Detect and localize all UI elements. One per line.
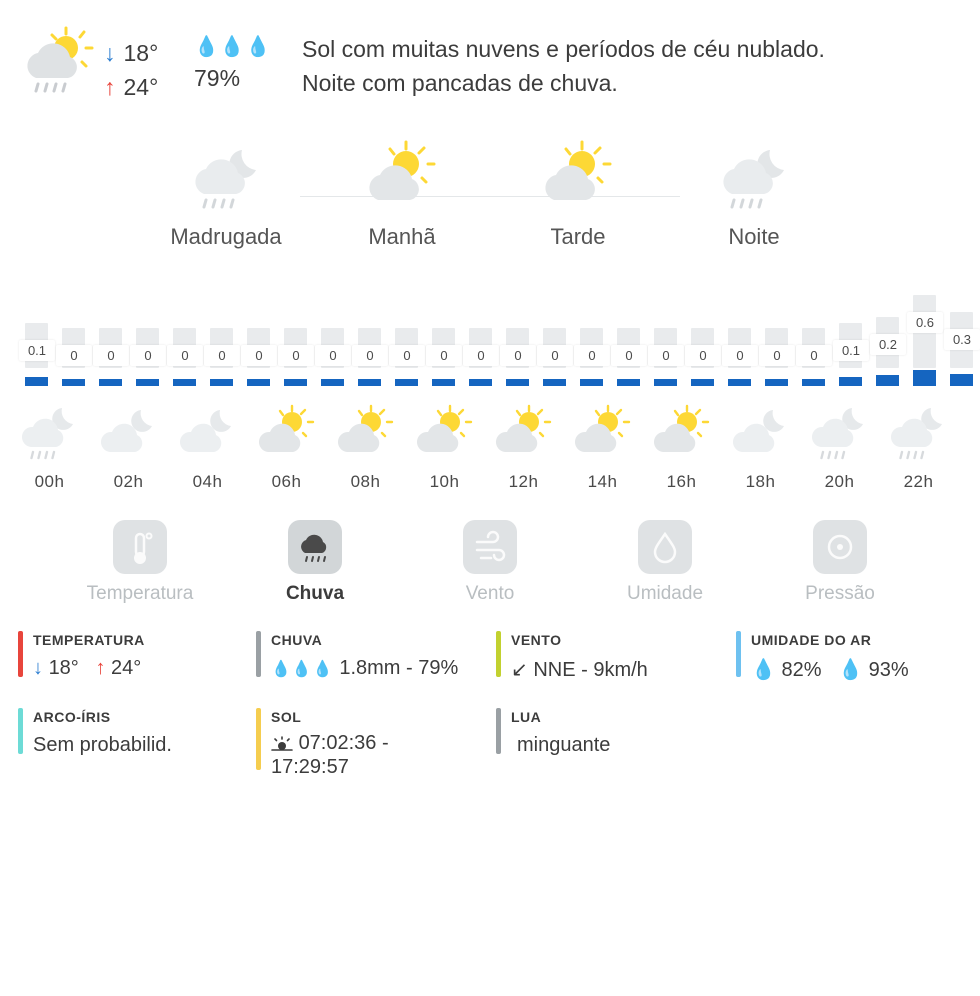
rain-probability-value: 79% bbox=[194, 65, 241, 91]
period-tarde[interactable] bbox=[490, 138, 666, 250]
rain-chart-bar[interactable] bbox=[869, 286, 906, 386]
detail-title: ARCO-ÍRIS bbox=[33, 709, 111, 725]
sun-cloud-icon bbox=[490, 138, 666, 218]
rain-bar-fill bbox=[358, 379, 381, 386]
period-madrugada[interactable] bbox=[138, 138, 314, 250]
rain-bar-label: 0 bbox=[463, 345, 499, 366]
hourly-time-label: 08h bbox=[350, 472, 381, 491]
rain-chart-bar[interactable] bbox=[92, 286, 129, 386]
rain-drops-icon: 💧💧💧 bbox=[194, 36, 272, 58]
moon-cloud-rain-icon bbox=[879, 402, 958, 470]
rain-bar-fill bbox=[543, 379, 566, 386]
rain-bar-label: 0.1 bbox=[833, 340, 869, 361]
rain-bar-fill bbox=[395, 379, 418, 386]
wind-direction-arrow-icon: ↙ bbox=[511, 659, 528, 681]
pressure-gauge-icon bbox=[813, 520, 867, 574]
rain-bar-label: 0.3 bbox=[944, 329, 980, 350]
tab-label: Chuva bbox=[285, 583, 345, 604]
moon-cloud-rain-icon bbox=[666, 138, 842, 218]
summary-rain-probability bbox=[194, 38, 302, 92]
summary-temperatures bbox=[104, 36, 194, 104]
detail-umidade bbox=[736, 631, 976, 682]
hourly-item[interactable] bbox=[484, 402, 563, 492]
min-temp-arrow: ↓ bbox=[104, 40, 116, 66]
detail-row-1 bbox=[18, 631, 980, 682]
rain-bar-label: 0 bbox=[796, 345, 832, 366]
rain-chart-bar[interactable] bbox=[425, 286, 462, 386]
detail-accent-bar bbox=[18, 708, 23, 754]
rain-chart-bar[interactable] bbox=[462, 286, 499, 386]
detail-temperatura bbox=[18, 631, 256, 682]
humidity-max-drop-icon: 💧 bbox=[838, 659, 864, 681]
moon-cloud-rain-icon bbox=[10, 402, 89, 470]
period-label: Madrugada bbox=[170, 224, 282, 249]
rain-chart-bar[interactable] bbox=[721, 286, 758, 386]
sun-cloud-icon bbox=[563, 402, 642, 470]
rain-bar-label: 0 bbox=[611, 345, 647, 366]
sunrise-sunset-icon bbox=[271, 732, 299, 754]
metric-tabs bbox=[0, 520, 980, 605]
detail-accent-bar bbox=[18, 631, 23, 677]
rain-drops-icon: 💧💧💧 bbox=[271, 661, 334, 678]
rain-chart-bar[interactable] bbox=[129, 286, 166, 386]
rain-bar-label: 0 bbox=[500, 345, 536, 366]
detail-title: LUA bbox=[511, 709, 542, 725]
hourly-item[interactable] bbox=[879, 402, 958, 492]
rain-chart-bar[interactable] bbox=[795, 286, 832, 386]
hourly-time-label: 20h bbox=[824, 472, 855, 491]
rain-bar-label: 0 bbox=[648, 345, 684, 366]
max-temp-arrow: ↑ bbox=[104, 74, 116, 100]
rain-chart-bar[interactable] bbox=[832, 286, 869, 386]
detail-min-arrow: ↓ bbox=[33, 657, 43, 679]
detail-max-value: 24° bbox=[111, 657, 142, 679]
moon-cloud-icon bbox=[721, 402, 800, 470]
tab-label: Umidade bbox=[626, 583, 704, 604]
rain-bar-fill bbox=[62, 379, 85, 386]
detail-rain-value: 1.8mm - 79% bbox=[339, 657, 459, 679]
tab-vento[interactable] bbox=[403, 520, 578, 605]
detail-value: Sem probabilid. bbox=[33, 734, 172, 756]
moon-cloud-rain-icon bbox=[800, 402, 879, 470]
hourly-time-label: 22h bbox=[903, 472, 934, 491]
rain-bar-label: 0.1 bbox=[19, 340, 55, 361]
rain-bar-label: 0 bbox=[93, 345, 129, 366]
tab-label: Vento bbox=[465, 583, 515, 604]
rain-bar-label: 0 bbox=[685, 345, 721, 366]
rain-chart-bar[interactable] bbox=[203, 286, 240, 386]
rain-chart-row bbox=[18, 286, 980, 386]
rain-chart-bar[interactable] bbox=[55, 286, 92, 386]
rain-bar-fill bbox=[950, 374, 973, 386]
moon-cloud-icon bbox=[168, 402, 247, 470]
rain-bar-fill bbox=[210, 379, 233, 386]
rain-bar-label: 0 bbox=[722, 345, 758, 366]
detail-sol bbox=[256, 708, 496, 779]
period-noite[interactable] bbox=[666, 138, 842, 250]
hourly-time-label: 10h bbox=[429, 472, 460, 491]
humidity-min-drop-icon: 💧 bbox=[751, 659, 776, 681]
hourly-item[interactable] bbox=[326, 402, 405, 492]
period-label: Tarde bbox=[550, 224, 606, 249]
rain-bar-label: 0 bbox=[759, 345, 795, 366]
period-label: Noite bbox=[728, 224, 780, 249]
hourly-time-label: 18h bbox=[745, 472, 776, 491]
hourly-time-label: 12h bbox=[508, 472, 539, 491]
detail-title: TEMPERATURA bbox=[33, 632, 145, 648]
rain-chart-bar[interactable] bbox=[277, 286, 314, 386]
thermometer-icon bbox=[113, 520, 167, 574]
rain-chart-bar[interactable] bbox=[610, 286, 647, 386]
detail-max-arrow: ↑ bbox=[95, 657, 106, 679]
hourly-item[interactable] bbox=[405, 402, 484, 492]
daily-summary bbox=[0, 0, 980, 104]
detail-value bbox=[751, 657, 909, 682]
sun-cloud-icon bbox=[405, 402, 484, 470]
summary-description-line-2: Noite com pancadas de chuva. bbox=[302, 70, 618, 96]
rain-bar-label: 0 bbox=[167, 345, 203, 366]
detail-arco-iris bbox=[18, 708, 256, 779]
detail-title: VENTO bbox=[511, 632, 562, 648]
hourly-item[interactable] bbox=[168, 402, 247, 492]
rain-bar-fill bbox=[432, 379, 455, 386]
detail-title: SOL bbox=[271, 709, 302, 725]
rain-bar-fill bbox=[247, 379, 270, 386]
detail-min-value: 18° bbox=[48, 657, 79, 679]
rain-cloud-icon bbox=[288, 520, 342, 574]
hourly-time-label: 06h bbox=[271, 472, 302, 491]
sun-cloud-icon bbox=[326, 402, 405, 470]
hourly-time-label: 16h bbox=[666, 472, 697, 491]
rain-bar-fill bbox=[469, 379, 492, 386]
rain-bar-fill bbox=[765, 379, 788, 386]
rain-bar-label: 0 bbox=[574, 345, 610, 366]
detail-cards bbox=[0, 631, 980, 779]
rain-chart-bar[interactable] bbox=[314, 286, 351, 386]
humidity-min-value: 82% bbox=[781, 659, 822, 681]
detail-accent-bar bbox=[736, 631, 741, 677]
rain-bar-fill bbox=[839, 377, 862, 386]
rain-chart-bar[interactable] bbox=[758, 286, 795, 386]
tab-chuva[interactable] bbox=[228, 520, 403, 605]
moon-cloud-rain-icon bbox=[138, 138, 314, 218]
tab-pressao[interactable] bbox=[753, 520, 928, 605]
hourly-time-label: 02h bbox=[113, 472, 144, 491]
rain-bar-label: 0 bbox=[241, 345, 277, 366]
hourly-item[interactable] bbox=[247, 402, 326, 492]
detail-accent-bar bbox=[496, 708, 501, 754]
min-temp-value: 18° bbox=[123, 40, 159, 66]
rain-chart-bar[interactable] bbox=[166, 286, 203, 386]
hourly-forecast bbox=[0, 402, 980, 492]
rain-chart-bar[interactable] bbox=[18, 286, 55, 386]
summary-weather-icon bbox=[18, 26, 96, 98]
detail-accent-bar bbox=[496, 631, 501, 677]
rain-chart-bar[interactable] bbox=[573, 286, 610, 386]
wind-icon bbox=[463, 520, 517, 574]
summary-description-line-1: Sol com muitas nuvens e períodos de céu nublado. bbox=[302, 36, 825, 62]
hourly-time-label: 14h bbox=[587, 472, 618, 491]
detail-row-2 bbox=[18, 708, 980, 779]
period-forecast bbox=[0, 138, 980, 268]
rain-bar-label: 0 bbox=[352, 345, 388, 366]
detail-value bbox=[271, 657, 458, 680]
rain-chart-bar[interactable] bbox=[906, 286, 943, 386]
rain-bar-label: 0 bbox=[56, 345, 92, 366]
rain-chart-bar[interactable] bbox=[647, 286, 684, 386]
rain-chart-bar[interactable] bbox=[499, 286, 536, 386]
rain-bar-label: 0 bbox=[426, 345, 462, 366]
rain-bar-label: 0.6 bbox=[907, 312, 943, 333]
sun-cloud-icon bbox=[247, 402, 326, 470]
rain-chart bbox=[0, 286, 980, 396]
tab-label: Pressão bbox=[805, 583, 875, 604]
rain-bar-label: 0 bbox=[278, 345, 314, 366]
humidity-drop-icon bbox=[638, 520, 692, 574]
rain-chart-bar[interactable] bbox=[240, 286, 277, 386]
rain-bar-label: 0.2 bbox=[870, 334, 906, 355]
detail-title: CHUVA bbox=[271, 632, 323, 648]
detail-accent-bar bbox=[256, 708, 261, 770]
rain-bar-fill bbox=[617, 379, 640, 386]
rain-bar-fill bbox=[876, 375, 899, 386]
rain-bar-fill bbox=[321, 379, 344, 386]
detail-vento bbox=[496, 631, 736, 682]
rain-bar-label: 0 bbox=[389, 345, 425, 366]
rain-chart-bar[interactable] bbox=[943, 286, 980, 386]
rain-bar-fill bbox=[136, 379, 159, 386]
rain-bar-label: 0 bbox=[204, 345, 240, 366]
tab-label: Temperatura bbox=[86, 583, 194, 604]
hourly-item[interactable] bbox=[642, 402, 721, 492]
hourly-item[interactable] bbox=[721, 402, 800, 492]
rain-bar-fill bbox=[913, 370, 936, 386]
sun-cloud-icon bbox=[642, 402, 721, 470]
detail-value bbox=[33, 657, 145, 680]
summary-description bbox=[302, 32, 980, 100]
detail-wind-value: NNE - 9km/h bbox=[533, 659, 648, 681]
detail-value: minguante bbox=[517, 734, 611, 756]
rain-chart-bar[interactable] bbox=[351, 286, 388, 386]
rain-bar-fill bbox=[506, 379, 529, 386]
hourly-item[interactable] bbox=[89, 402, 168, 492]
rain-bar-label: 0 bbox=[537, 345, 573, 366]
tab-umidade[interactable] bbox=[578, 520, 753, 605]
rain-bar-label: 0 bbox=[130, 345, 166, 366]
moon-cloud-icon bbox=[89, 402, 168, 470]
rain-bar-label: 0 bbox=[315, 345, 351, 366]
rain-chart-bar[interactable] bbox=[388, 286, 425, 386]
rain-bar-fill bbox=[654, 379, 677, 386]
hourly-time-label: 04h bbox=[192, 472, 223, 491]
sun-cloud-icon bbox=[314, 138, 490, 218]
hourly-time-label: 00h bbox=[34, 472, 65, 491]
sun-times-value: 07:02:36 - 17:29:57 bbox=[271, 732, 389, 778]
period-label: Manhã bbox=[368, 224, 436, 249]
rain-chart-bar[interactable] bbox=[684, 286, 721, 386]
hourly-item[interactable] bbox=[10, 402, 89, 492]
rain-bar-fill bbox=[99, 379, 122, 386]
rain-bar-fill bbox=[173, 379, 196, 386]
rain-bar-fill bbox=[25, 377, 48, 386]
detail-chuva bbox=[256, 631, 496, 682]
rain-bar-fill bbox=[284, 379, 307, 386]
period-manha[interactable] bbox=[314, 138, 490, 250]
tab-temperatura[interactable] bbox=[53, 520, 228, 605]
rain-bar-fill bbox=[802, 379, 825, 386]
rain-bar-fill bbox=[691, 379, 714, 386]
detail-lua bbox=[496, 708, 736, 779]
rain-chart-bar[interactable] bbox=[536, 286, 573, 386]
detail-title: UMIDADE DO AR bbox=[751, 632, 872, 648]
rain-bar-fill bbox=[580, 379, 603, 386]
humidity-max-value: 93% bbox=[868, 659, 909, 681]
hourly-item[interactable] bbox=[800, 402, 879, 492]
sun-cloud-icon bbox=[484, 402, 563, 470]
detail-value bbox=[511, 657, 648, 682]
rain-bar-fill bbox=[728, 379, 751, 386]
max-temp-value: 24° bbox=[123, 74, 159, 100]
detail-accent-bar bbox=[256, 631, 261, 677]
hourly-item[interactable] bbox=[563, 402, 642, 492]
detail-value bbox=[271, 731, 461, 779]
